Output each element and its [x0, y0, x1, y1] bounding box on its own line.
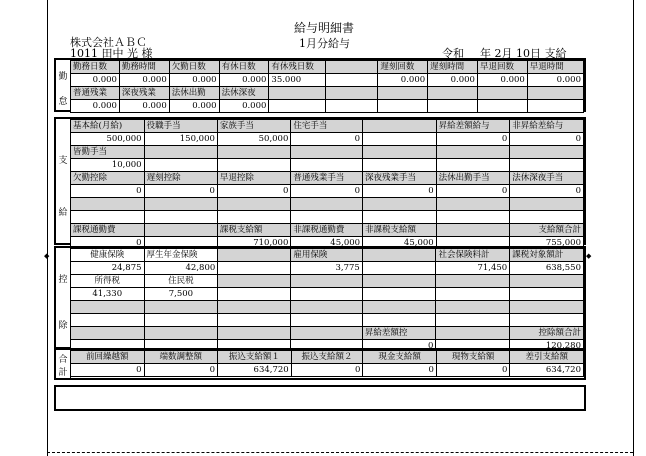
label-late-deduction: 遅刻控除	[144, 172, 217, 185]
pay-date: 年 2月 10日 支給	[480, 47, 567, 60]
deduction-row3-values	[71, 314, 584, 327]
value-base-salary: 500,000	[71, 133, 145, 146]
label-taxable-payment: 課税支給額	[217, 224, 290, 237]
value-employment-insurance: 3,775	[291, 262, 363, 275]
label-income-tax: 所得税	[71, 275, 145, 288]
value-cash-payment: 0	[363, 364, 437, 377]
attendance-row1-labels	[71, 61, 584, 74]
label-social-insurance-total: 社会保険料計	[436, 249, 510, 262]
label-taxable-amount-total: 課税対象額計	[510, 249, 584, 262]
payment-tag-2: 給	[58, 208, 68, 218]
value-early-leave-count: 0.000	[477, 74, 527, 87]
label-cash-payment: 現金支給額	[363, 351, 437, 364]
deduction-row1-values	[71, 262, 584, 275]
label-carryover: 前回繰越額	[71, 351, 145, 364]
value-resident-tax: 7,500	[144, 288, 218, 301]
value-transfer-payment-1: 634,720	[218, 364, 292, 377]
label-raise-diff-taxable: 昇給差額給与	[436, 120, 510, 133]
label-net-payment: 差引支給額	[510, 351, 584, 364]
label-regular-overtime-pay: 普通残業手当	[291, 172, 363, 185]
label-early-leave-deduction: 早退控除	[217, 172, 290, 185]
label-early-leave-count: 早退回数	[477, 61, 527, 74]
label-rounding-adjustment: 端数調整額	[144, 351, 218, 364]
value-absence-deduction: 0	[71, 185, 145, 198]
total-tag-1: 合	[58, 355, 68, 365]
label-paid-leave-days: 有休日数	[219, 61, 269, 74]
attendance-tag-1: 勤	[58, 72, 68, 82]
value-work-days: 0.000	[71, 74, 120, 87]
label-holiday-night-pay: 法休深夜手当	[510, 172, 584, 185]
value-late-hours: 0.000	[428, 74, 478, 87]
value-nontaxable-commute: 45,000	[291, 237, 363, 250]
employee-name: 1011 田中 光 様	[70, 47, 153, 60]
deduction-row1-labels	[71, 249, 584, 262]
value-transfer-payment-2: 0	[291, 364, 363, 377]
value-position-allowance: 150,000	[144, 133, 217, 146]
page-right-border	[633, 0, 634, 456]
label-work-hours: 勤務時間	[119, 61, 169, 74]
deduction-row4-labels	[71, 327, 584, 340]
label-housing-allowance: 住宅手当	[291, 120, 363, 133]
attendance-section	[54, 58, 586, 112]
payment-row2-values	[71, 159, 584, 172]
label-attendance-allowance: 皆勤手当	[71, 146, 145, 159]
payment-tag-1: 支	[58, 156, 68, 166]
value-taxable-amount-total: 638,550	[510, 262, 584, 275]
value-late-count: 0.000	[378, 74, 428, 87]
value-net-payment: 634,720	[510, 364, 584, 377]
value-income-tax: 41,330	[71, 288, 145, 301]
value-nontaxable-payment: 45,000	[363, 237, 437, 250]
attendance-row2-values	[71, 100, 584, 113]
value-late-deduction: 0	[144, 185, 217, 198]
fold-mark-left: ◆	[44, 252, 50, 260]
value-family-allowance: 50,000	[217, 133, 290, 146]
label-pension-insurance: 厚生年金保険	[144, 249, 218, 262]
value-early-leave-deduction: 0	[217, 185, 290, 198]
value-pension-insurance: 42,800	[144, 262, 218, 275]
value-holiday-work: 0.000	[169, 100, 219, 113]
label-late-hours: 遅刻時間	[428, 61, 478, 74]
deduction-row2-labels	[71, 275, 584, 288]
label-absent-days: 欠勤日数	[169, 61, 219, 74]
empty-cell	[326, 74, 378, 87]
deduction-row3-labels	[71, 301, 584, 314]
label-late-count: 遅刻回数	[378, 61, 428, 74]
value-regular-overtime-pay: 0	[291, 185, 363, 198]
label-family-allowance: 家族手当	[217, 120, 290, 133]
value-in-kind-payment: 0	[436, 364, 510, 377]
page-left-border	[47, 0, 48, 456]
doc-subtitle: 1月分給与	[299, 37, 350, 50]
company-name: 株式会社ＡＢＣ	[70, 36, 147, 49]
payment-row3-labels	[71, 172, 584, 185]
label-resident-tax: 住民税	[144, 275, 218, 288]
blank-cell	[326, 61, 378, 74]
value-absent-days: 0.000	[169, 74, 219, 87]
value-early-leave-hours: 0.000	[527, 74, 583, 87]
payment-table	[70, 119, 584, 250]
payment-row3-values	[71, 185, 584, 198]
value-raise-diff-deduction: 0	[362, 340, 436, 353]
value-social-insurance-total: 71,450	[436, 262, 510, 275]
attendance-tag-2: 怠	[58, 97, 68, 107]
page-bottom-border	[47, 452, 633, 453]
label-holiday-work: 法休出勤	[169, 87, 219, 100]
value-holiday-night-pay: 0	[510, 185, 584, 198]
value-night-overtime: 0.000	[119, 100, 169, 113]
label-position-allowance: 役職手当	[144, 120, 217, 133]
memo-box	[54, 385, 586, 411]
fold-mark-right: ◆	[586, 252, 592, 260]
payment-section	[54, 117, 586, 248]
label-payment-total: 支給額合計	[510, 224, 584, 237]
label-night-overtime-pay: 深夜残業手当	[363, 172, 437, 185]
value-health-insurance: 24,875	[71, 262, 145, 275]
label-transfer-payment-2: 振込支給額２	[291, 351, 363, 364]
deduction-row2-values	[71, 288, 584, 301]
attendance-row2-labels	[71, 87, 584, 100]
value-taxable-payment: 710,000	[217, 237, 290, 250]
value-taxable-commute: 0	[71, 237, 145, 250]
label-work-days: 勤務日数	[71, 61, 120, 74]
attendance-table	[70, 60, 584, 113]
label-holiday-work-pay: 法休出勤手当	[436, 172, 510, 185]
label-raise-diff-deduction: 昇給差額控	[362, 327, 436, 340]
label-absence-deduction: 欠勤控除	[71, 172, 145, 185]
label-in-kind-payment: 現物支給額	[436, 351, 510, 364]
label-base-salary: 基本給(月給)	[71, 120, 145, 133]
payment-row4-labels	[71, 198, 584, 211]
label-health-insurance: 健康保険	[71, 249, 145, 262]
value-carryover: 0	[71, 364, 145, 377]
label-regular-overtime: 普通残業	[71, 87, 120, 100]
value-raise-diff-nontaxable: 0	[510, 133, 584, 146]
value-raise-diff-taxable: 0	[436, 133, 510, 146]
value-rounding-adjustment: 0	[144, 364, 218, 377]
total-row-values	[71, 364, 584, 377]
label-deduction-total: 控除額合計	[510, 327, 584, 340]
total-section	[54, 348, 586, 380]
label-raise-diff-nontaxable: 非昇給差給与	[510, 120, 584, 133]
total-table	[70, 350, 584, 377]
value-regular-overtime: 0.000	[71, 100, 120, 113]
value-housing-allowance: 0	[291, 133, 363, 146]
value-paid-leave-remaining: 35.000	[269, 74, 326, 87]
label-employment-insurance: 雇用保険	[291, 249, 363, 262]
deduction-section	[54, 246, 586, 349]
payment-row2-labels	[71, 146, 584, 159]
payment-row1-values	[71, 133, 584, 146]
value-work-hours: 0.000	[119, 74, 169, 87]
value-deduction-total: 120,280	[510, 340, 584, 353]
value-holiday-work-pay: 0	[436, 185, 510, 198]
value-holiday-night: 0.000	[219, 100, 269, 113]
value-night-overtime-pay: 0	[363, 185, 437, 198]
total-row-labels	[71, 351, 584, 364]
deduction-tag-1: 控	[58, 275, 68, 285]
payment-row4-values	[71, 211, 584, 224]
deduction-tag-2: 除	[58, 321, 68, 331]
total-tag-2: 計	[58, 368, 68, 378]
label-holiday-night: 法休深夜	[219, 87, 269, 100]
attendance-row1-values	[71, 74, 584, 87]
label-paid-leave-remaining: 有休残日数	[269, 61, 326, 74]
pay-era: 令和	[442, 47, 464, 60]
payment-row5-labels	[71, 224, 584, 237]
doc-title: 給与明細書	[294, 21, 355, 35]
label-nontaxable-commute: 非課税通勤費	[291, 224, 363, 237]
value-paid-leave-days: 0.000	[219, 74, 269, 87]
label-transfer-payment-1: 振込支給額１	[218, 351, 292, 364]
value-attendance-allowance: 10,000	[71, 159, 145, 172]
label-nontaxable-payment: 非課税支給額	[363, 224, 437, 237]
payment-row1-labels	[71, 120, 584, 133]
label-taxable-commute: 課税通勤費	[71, 224, 145, 237]
deduction-table	[70, 248, 584, 353]
label-night-overtime: 深夜残業	[119, 87, 169, 100]
label-early-leave-hours: 早退時間	[527, 61, 583, 74]
value-payment-total: 755,000	[510, 237, 584, 250]
